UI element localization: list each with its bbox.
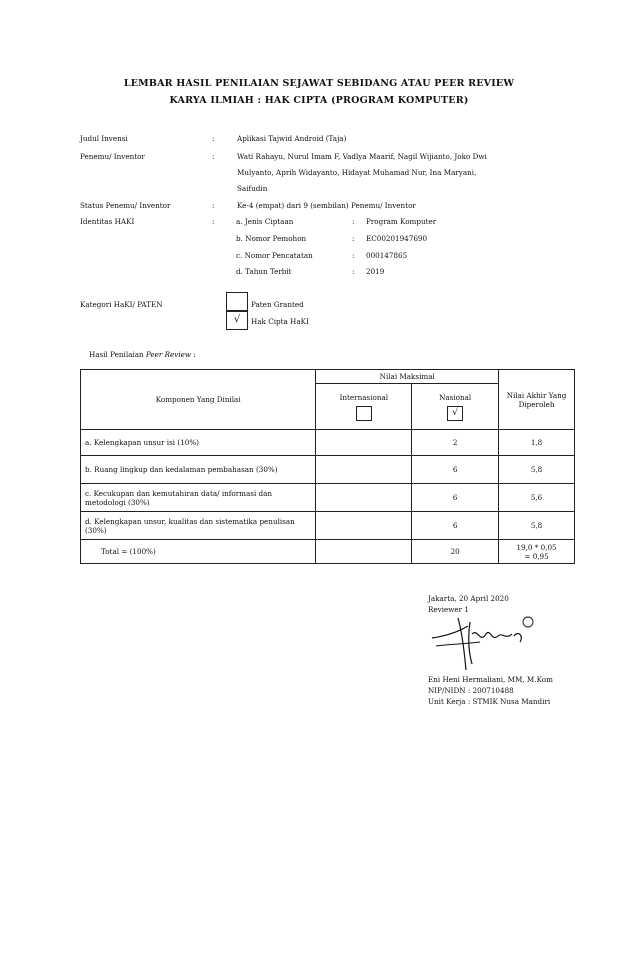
hasil-penilaian-label: Hasil Penilaian Peer Review :: [89, 350, 196, 359]
signature-role: Reviewer 1: [428, 605, 469, 614]
judul-value: Aplikasi Tajwid Android (Taja): [237, 134, 347, 143]
paten-granted-label: Paten Granted: [251, 300, 304, 309]
nasional-checkbox[interactable]: √: [447, 406, 463, 421]
identitas-item-label: d. Tahun Terbit: [236, 267, 292, 276]
nilai-akhir-cell: 5,6: [499, 484, 575, 512]
identitas-item-value: Program Komputer: [366, 217, 437, 226]
status-value: Ke-4 (empat) dari 9 (sembilan) Penemu/ Inventor: [237, 201, 416, 210]
grade-table: [80, 369, 575, 564]
colon: :: [352, 251, 355, 260]
komponen-cell: b. Ruang lingkup dan kedalaman pembahasan (30%): [81, 456, 316, 484]
status-label: Status Penemu/ Inventor: [80, 201, 171, 210]
total-internasional-cell: [316, 540, 412, 564]
total-row: [81, 540, 575, 564]
komponen-cell: a. Kelengkapan unsur isi (10%): [81, 430, 316, 456]
header-nasional: Nasional √: [412, 384, 499, 430]
signature-unit: Unit Kerja : STMIK Nusa Mandiri: [428, 697, 551, 706]
judul-label: Judul Invensi: [80, 134, 128, 143]
signature-nip: NIP/NIDN : 200710488: [428, 686, 514, 695]
penemu-line1: Wati Rahayu, Nurul Imam F, Vadlya Maarif, Nagil Wijianto, Joko Dwi: [237, 152, 487, 161]
identitas-item-label: b. Nomor Pemohon: [236, 234, 307, 243]
nasional-cell: 6: [412, 484, 499, 512]
header-komponen: Komponen Yang Dinilai: [81, 370, 316, 430]
identitas-item-value: 000147865: [366, 251, 408, 260]
header-nilai-akhir: Nilai Akhir Yang Diperoleh: [499, 370, 575, 430]
penemu-line3: Saifudin: [237, 184, 268, 193]
nasional-cell: 6: [412, 456, 499, 484]
nasional-cell: 2: [412, 430, 499, 456]
hak-cipta-label: Hak Cipta HaKI: [251, 317, 309, 326]
penemu-label: Penemu/ Inventor: [80, 152, 145, 161]
colon: :: [352, 267, 355, 276]
identitas-item-value: EC00201947690: [366, 234, 428, 243]
identitas-item-label: a. Jenis Ciptaan: [236, 217, 294, 226]
signature-place-date: Jakarta, 20 April 2020: [428, 594, 509, 603]
colon: :: [212, 217, 215, 226]
nilai-akhir-cell: 5,8: [499, 456, 575, 484]
internasional-cell: [316, 512, 412, 540]
komponen-cell: c. Kecukupan dan kemutahiran data/ informasi dan metodologi (30%): [81, 484, 316, 512]
identitas-item-label: c. Nomor Pencatatan: [236, 251, 313, 260]
total-akhir-cell: 19,0 * 0,05 = 0,95: [499, 540, 575, 564]
header-internasional: Internasional: [316, 384, 412, 430]
colon: :: [212, 152, 215, 161]
nasional-cell: 6: [412, 512, 499, 540]
nilai-akhir-cell: 1,8: [499, 430, 575, 456]
table-row: [81, 430, 575, 456]
document-title-line2: KARYA ILMIAH : HAK CIPTA (PROGRAM KOMPUTER): [169, 95, 469, 106]
hak-cipta-checkbox[interactable]: √: [226, 311, 248, 330]
table-row: [81, 512, 575, 540]
document-title-line1: LEMBAR HASIL PENILAIAN SEJAWAT SEBIDANG ATAU PEER REVIEW: [123, 78, 515, 89]
table-row: [81, 484, 575, 512]
komponen-cell: d. Kelengkapan unsur, kualitas dan sistematika penulisan (30%): [81, 512, 316, 540]
header-nilai-maksimal: Nilai Maksimal: [316, 370, 499, 384]
paten-granted-checkbox[interactable]: [226, 292, 248, 311]
signature-name: Eni Heni Hermaliani, MM, M.Kom: [428, 675, 553, 684]
total-label: Total = (100%): [81, 540, 316, 564]
kategori-label: Kategori HaKI/ PATEN: [80, 300, 163, 309]
identitas-item-value: 2019: [366, 267, 385, 276]
identitas-label: Identitas HAKI: [80, 217, 135, 226]
nilai-akhir-cell: 5,8: [499, 512, 575, 540]
penemu-line2: Mulyanto, Aprih Widayanto, Hidayat Muhamad Nur, Ina Maryani,: [237, 168, 477, 177]
colon: :: [212, 134, 215, 143]
total-nasional-cell: 20: [412, 540, 499, 564]
internasional-cell: [316, 456, 412, 484]
internasional-cell: [316, 430, 412, 456]
handwritten-signature: [428, 614, 538, 672]
internasional-checkbox[interactable]: [356, 406, 372, 421]
colon: :: [352, 234, 355, 243]
table-row: [81, 456, 575, 484]
colon: :: [352, 217, 355, 226]
colon: :: [212, 201, 215, 210]
internasional-cell: [316, 484, 412, 512]
